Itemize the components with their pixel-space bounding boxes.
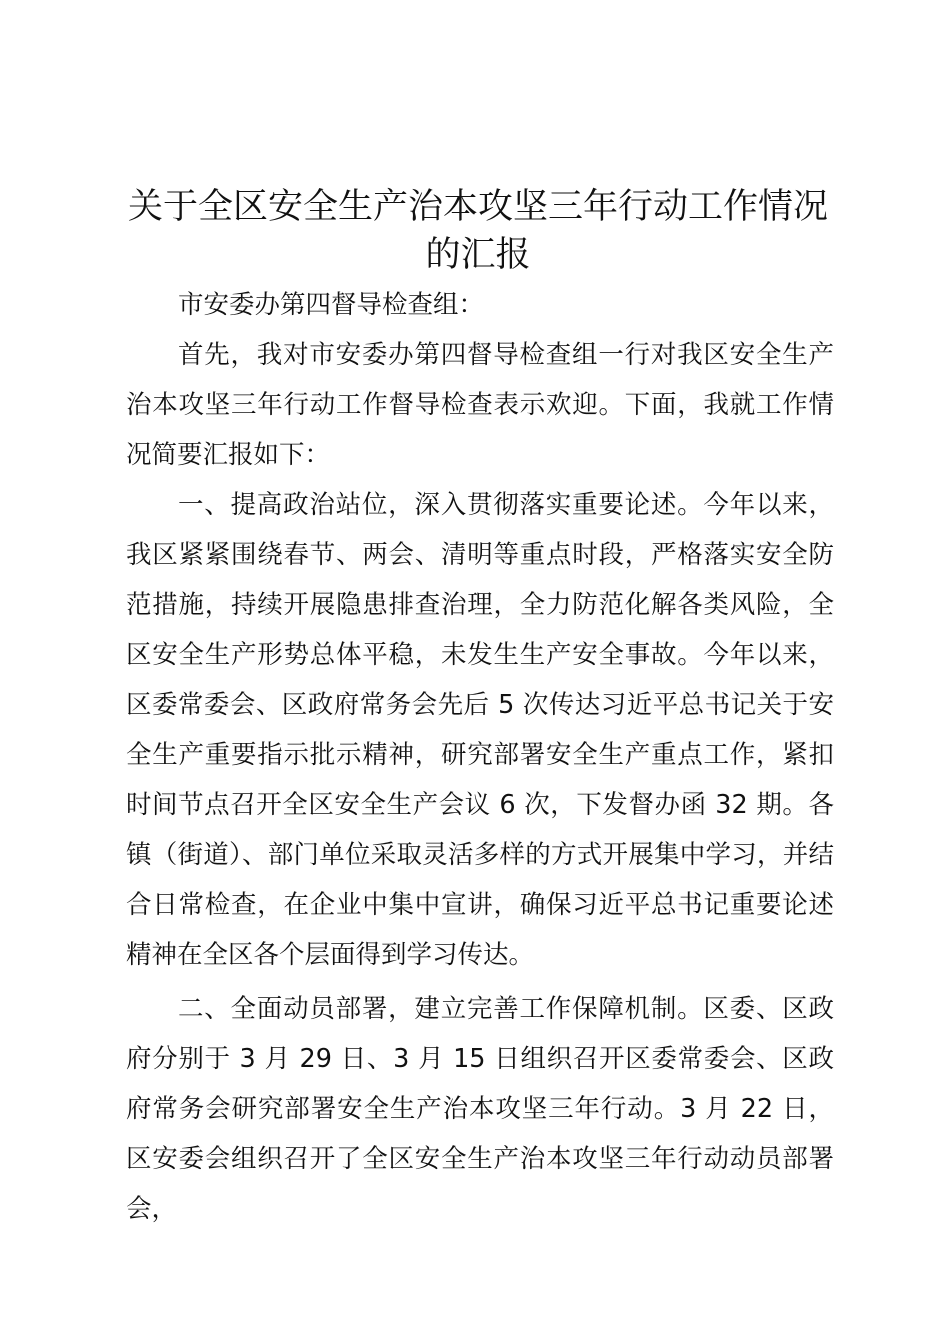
document-title: 关于全区安全生产治本攻坚三年行动工作情况的汇报 (127, 187, 828, 275)
paragraph-intro: 首先，我对市安委办第四督导检查组一行对我区安全生产治本攻坚三年行动工作督导检查表示欢迎。下面，我就工作情况简要汇报如下： (126, 340, 834, 470)
document-body (126, 280, 834, 1234)
paragraph-section-2: 二、全面动员部署，建立完善工作保障机制。区委、区政府分别于 3 月 29 日、3 月 15 日组织召开区委常委会、区政府常务会研究部署安全生产治本攻坚三年行动。3 月 22 日，区安委会组织召开了全区安全生产治本攻坚三年行动动员部署会， (126, 994, 834, 1224)
paragraph-section-1: 一、提高政治站位，深入贯彻落实重要论述。今年以来，我区紧紧围绕春节、两会、清明等重点时段，严格落实安全防范措施，持续开展隐患排查治理，全力防范化解各类风险，全区安全生产形势总体平稳，未发生生产安全事故。今年以来，区委常委会、区政府常务会先后 5 次传达习近平总书记关于安全生产重要指示批示精神，研究部署安全生产重点工作，紧扣时间节点召开全区安全生产会议 6 次，下发督办函 32 期。各镇（街道）、部门单位采取灵活多样的方式开展集中学习，并结合日常检查，在企业中集中宣讲，确保习近平总书记重要论述精神在全区各个层面得到学习传达。 (126, 490, 834, 970)
salutation: 市安委办第四督导检查组： (178, 290, 485, 320)
